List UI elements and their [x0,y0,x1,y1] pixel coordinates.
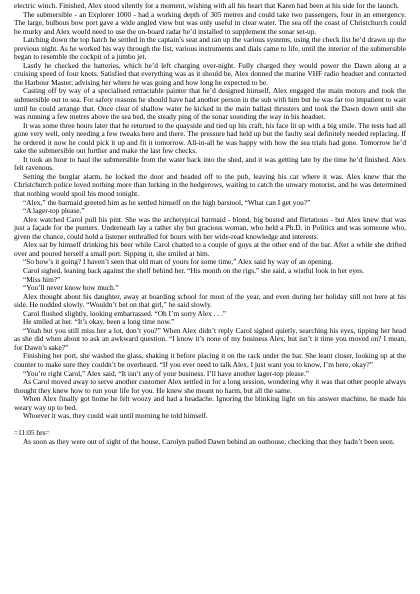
paragraph: “Miss him?” [23,274,61,284]
paragraph: Lastly he checked the batteries, which he’d left charging over-night. Fully charged they would power the Dawn along at a cruising speed of four knots. Satisfied that everything was as it should be, Alex donned the marine VHF radio headset and contacted the Harbour Master, advising her where he was going and how long he expected to be. [14,60,406,87]
paragraph: Casting off by way of a specialised retractable painter that he’d designed himself, Alex engaged the main motors and took the submersible out to sea. For safety reasons he should have had another person in the sub with him but he was far too impatient to wait until he could arrange that. Once clear of shallow water he kicked in the main ballast thrusters and took the Dawn down until she was running a few metres above the sea bed, the steady ping of the sonar sounding the way in his headset. [14,86,406,122]
paragraph: “You’ll never know how much.” [23,283,119,293]
paragraph: Carol flushed slightly, looking embarrassed. “Oh I’m sorry Alex . . .” [23,308,227,318]
paragraph: “You’re right Carol,” Alex said, “It isn’t any of your business. I’ll have another lager-top please.” [23,368,309,378]
paragraph: It was some three hours later that he returned to the quayside and tied up his craft, his face lit up with a big smile. The tests had all gone very well, only needing a few tweaks here and there. The pressure had held up but the faulty seal definitely needed replacing. If he ordered it now he could pick it up and fit it tomorrow. All-in-all he was happy with how the sea trials had gone. Tomorrow he’d take the submersible out further and make the last few checks. [14,120,406,156]
paragraph: Whoever it was, they could wait until morning he told himself. [23,411,208,421]
paragraph: “Alex,” the barmaid greeted him as he settled himself on the high barstool, “What can I get you?” [23,197,311,207]
paragraph: The submersible - an Explorer 1000 - had a working depth of 305 metres and could take two passengers, four in an emergency. The large, bulbous bow port gave a wide angled view but was only useful in clear water. The sea off the coast of Christchurch could be murky and Alex would need to use the on-board radar he’d installed to supplement the sonar set-up. [14,9,406,36]
paragraph: Alex sat by himself drinking his beer while Carol chatted to a couple of guys at the other end of the bar. After a while she drifted over and poured herself a small port. Sipping it, she smiled at him. [14,240,406,258]
paragraph: As soon as they were out of sight of the house, Carolyn pulled Dawn behind an outhouse, checking that they hadn’t been seen. [23,436,395,446]
paragraph: Alex watched Carol pull his pint. She was the archetypical barmaid - blond, big busted and flirtatious - but Alex knew that was just a façade for the punters. Underneath lay a rather shy but gracious woman, who held a Ph.D. in Politics and was someone who, given the chance, could hold a listener enthralled for hours with her wide-read knowledge and interests. [14,214,406,241]
paragraph: Finishing her port, she washed the glass, shaking it before placing it on the rack under the bar. She leant closer, looking up at the counter to make sure they couldn’t be overheard. “If you ever need to talk Alex, I just want you to know, I’m here, okay?” [14,351,406,369]
paragraph: “A lager-top please.” [23,206,85,216]
paragraph: Alex thought about his daughter, away at boarding school for most of the year, and even during her holiday still not here at his side. He nodded slowly. “Wouldn’t bet on that girl,” he said slowly. [14,291,406,310]
paragraph: “So how’s it going? I haven’t seen that old man of yours for some time,” Alex said by way of an opening. [23,257,334,267]
paragraph: He smiled at her. “It’s okay, been a long time now.” [23,317,175,327]
paragraph: Setting the burglar alarm, he locked the door and headed off to the pub, leaving his car where it was. Alex knew that the Christchurch police loved nothing more than lurking in the hedgerows, waiting to catch the unwary motorist, and he was determined that nothing would spoil his mood tonight. [14,171,406,199]
paragraph: It took an hour to haul the submersible from the water back into the shed, and it was getting late by the time he’d finished. Alex felt ravenous. [14,154,406,173]
paragraph: electric winch. Finished, Alex stood silently for a moment, wishing with all his heart that Karen had been at his side for the launch. [14,1,399,10]
section-marker: =11:05 hrs= [14,428,50,438]
paragraph: “Yeah but you still miss her a lot, don’t you?” When Alex didn’t reply Carol sighed quietly, searching his eyes, tipping her head as she did when about to ask an awkward question. “I know it’s none of my business Alex, but isn’t it time you moved on? I mean, for Dawn’s sake?” [14,325,406,352]
paragraph: When Alex finally got home he felt woozy and had a headache. Ignoring the blinking light on his answer machine, he made his weary way up to bed. [14,394,406,412]
paragraph: Latching down the top hatch he settled in the captain’s seat and ran up the various systems, using the check list he’d drawn up the previous night. As he worked his way through the list, various instruments and dials came to life, until the interior of the submersible began to resemble the cockpit of a jumbo jet. [14,35,406,62]
paragraph: As Carol moved away to serve another customer Alex settled in for a long session, wondering why it was that other people always thought they knew how to run your life for you. He knew she meant no harm, but all the same. [14,377,406,395]
paragraph: Carol sighed, leaning back against the shelf behind her. “His month on the rigs,” she said, a wistful look in her eyes. [23,265,364,275]
text-body [14,2,406,446]
